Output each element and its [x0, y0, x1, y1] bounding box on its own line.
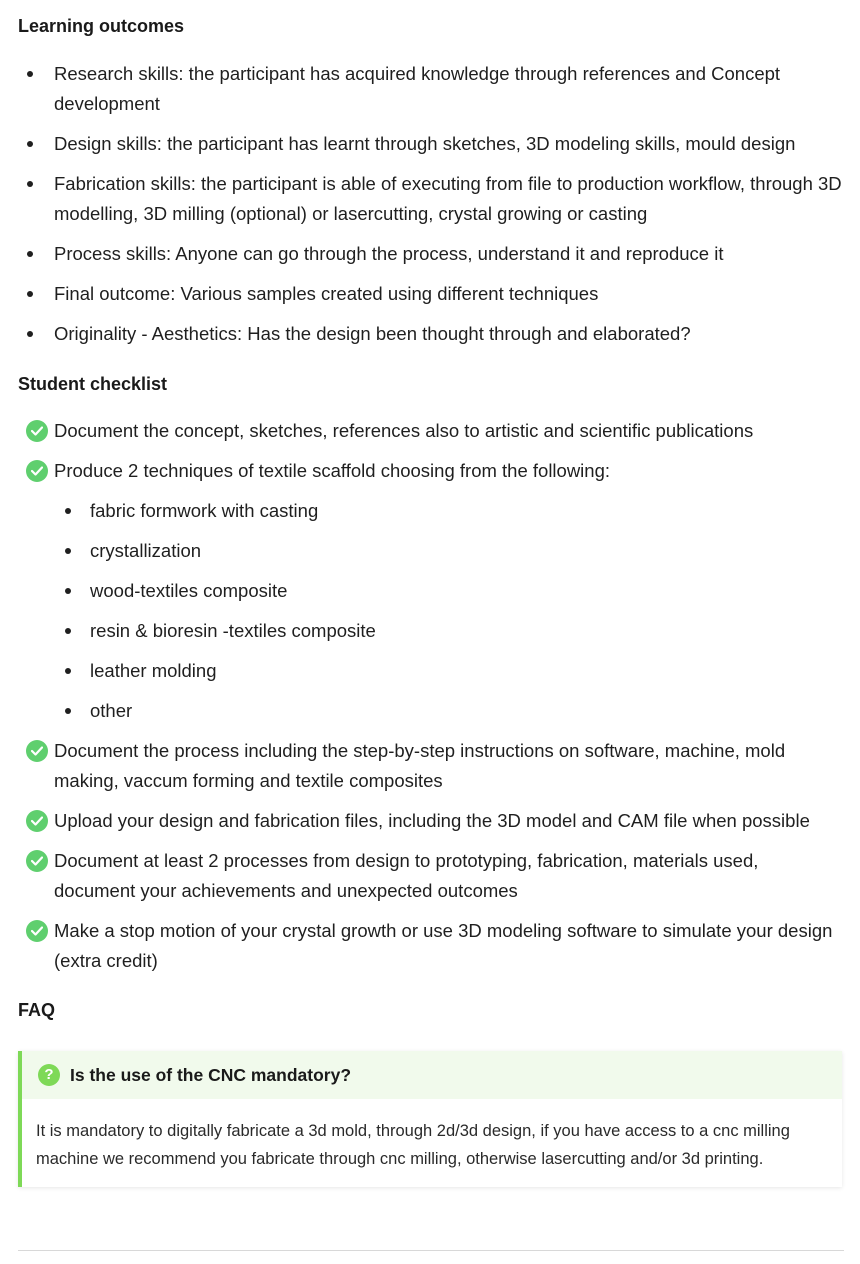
- check-circle-icon: [26, 810, 48, 832]
- question-mark-icon: ?: [38, 1064, 60, 1086]
- list-item: [18, 129, 842, 159]
- list-item-text: Research skills: the participant has acquired knowledge through references and Concept development: [54, 63, 781, 114]
- checklist-item: [18, 846, 842, 906]
- check-circle-icon: [26, 920, 48, 942]
- checklist-item-text: Produce 2 techniques of textile scaffold choosing from the following:: [54, 460, 611, 481]
- checklist-item: [18, 416, 842, 446]
- technique-text: crystallization: [90, 540, 202, 561]
- bullet-icon: [27, 291, 33, 297]
- checklist-item-text: Upload your design and fabrication files, including the 3D model and CAM file when possible: [54, 810, 810, 831]
- checklist-item: [18, 456, 842, 726]
- faq-card: [18, 1051, 842, 1187]
- bullet-icon: [65, 508, 71, 514]
- list-item: [18, 279, 842, 309]
- technique-item: [54, 696, 842, 726]
- list-item: [18, 169, 842, 229]
- faq-answer: It is mandatory to digitally fabricate a 3d mold, through 2d/3d design, if you have access to a cnc milling machine we recommend you fabricate through cnc milling, otherwise lasercutting and/or 3d printing.: [36, 1122, 790, 1168]
- bullet-icon: [65, 628, 71, 634]
- faq-question[interactable]: [22, 1051, 842, 1099]
- list-item: [18, 319, 842, 349]
- list-item: [18, 239, 842, 269]
- technique-text: leather molding: [90, 660, 217, 681]
- bullet-icon: [27, 251, 33, 257]
- list-item-text: Originality - Aesthetics: Has the design been thought through and elaborated?: [54, 323, 691, 344]
- checklist-item-text: Document the concept, sketches, references also to artistic and scientific publications: [54, 420, 754, 441]
- list-item-text: Fabrication skills: the participant is able of executing from file to production workflow, through 3D modelling, 3D milling (optional) or lasercutting, crystal growing or casting: [54, 173, 842, 224]
- bullet-icon: [65, 708, 71, 714]
- technique-text: other: [90, 700, 133, 721]
- bullet-icon: [65, 548, 71, 554]
- list-item: [18, 59, 842, 119]
- bullet-icon: [27, 181, 33, 187]
- student-checklist-heading: Student checklist: [18, 374, 168, 394]
- student-checklist: [18, 416, 842, 976]
- checklist-item: [18, 736, 842, 796]
- technique-item: [54, 496, 842, 526]
- divider: [18, 1250, 844, 1251]
- list-item-text: Process skills: Anyone can go through the process, understand it and reproduce it: [54, 243, 724, 264]
- bullet-icon: [27, 71, 33, 77]
- list-item-text: Final outcome: Various samples created using different techniques: [54, 283, 599, 304]
- technique-text: wood-textiles composite: [90, 580, 288, 601]
- checklist-item-text: Document at least 2 processes from design to prototyping, fabrication, materials used, document your achievements and unexpected outcomes: [54, 850, 759, 901]
- check-circle-icon: [26, 460, 48, 482]
- checklist-item-text: Document the process including the step-by-step instructions on software, machine, mold making, vaccum forming and textile composites: [54, 740, 786, 791]
- check-circle-icon: [26, 740, 48, 762]
- technique-item: [54, 576, 842, 606]
- technique-item: [54, 536, 842, 566]
- checklist-item-text: Make a stop motion of your crystal growth or use 3D modeling software to simulate your design (extra credit): [54, 920, 833, 971]
- techniques-list: [54, 496, 842, 726]
- checklist-item: [18, 916, 842, 976]
- learning-outcomes-list: [18, 59, 842, 349]
- check-circle-icon: [26, 850, 48, 872]
- bullet-icon: [65, 588, 71, 594]
- check-circle-icon: [26, 420, 48, 442]
- technique-item: [54, 656, 842, 686]
- learning-outcomes-heading: Learning outcomes: [18, 16, 185, 36]
- faq-heading: FAQ: [18, 1000, 56, 1020]
- technique-text: resin & bioresin -textiles composite: [90, 620, 376, 641]
- bullet-icon: [27, 331, 33, 337]
- faq-question-text: Is the use of the CNC mandatory?: [70, 1065, 352, 1085]
- bullet-icon: [65, 668, 71, 674]
- technique-text: fabric formwork with casting: [90, 500, 319, 521]
- technique-item: [54, 616, 842, 646]
- list-item-text: Design skills: the participant has learnt through sketches, 3D modeling skills, mould design: [54, 133, 796, 154]
- checklist-item: [18, 806, 842, 836]
- bullet-icon: [27, 141, 33, 147]
